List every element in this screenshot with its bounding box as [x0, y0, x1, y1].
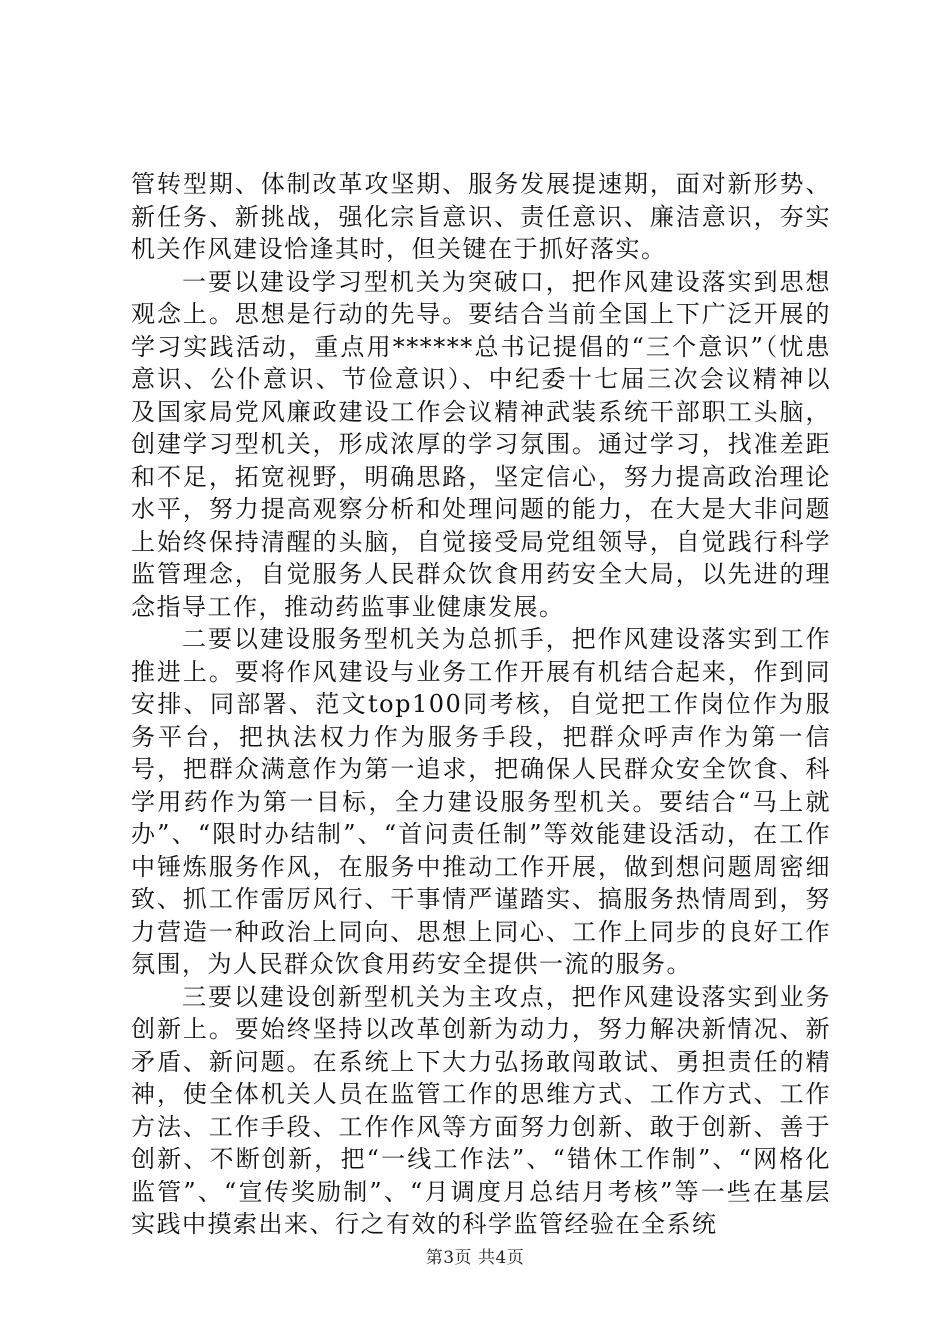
page-number-label: 第3页 共4页: [425, 1248, 525, 1268]
paragraph-continuation: 管转型期、体制改革攻坚期、服务发展提速期，面对新形势、新任务、新挑战，强化宗旨意识、责任意识、廉洁意识，夯实机关作风建设恰逢其时，但关键在于抓好落实。: [131, 170, 831, 263]
paragraph-innovation-organization: 三要以建设创新型机关为主攻点，把作风建设落实到业务创新上。要始终坚持以改革创新为动力，努力解决新情况、新矛盾、新问题。在系统上下大力弘扬敢闯敢试、勇担责任的精神，使全体机关人员在监管工作的思维方式、工作方式、工作方法、工作手段、工作作风等方面努力创新、敢于创新、善于创新、不断创新，把“一线工作法”、“错休工作制”、“网格化监管”、“宣传奖励制”、“月调度月总结月考核”等一些在基层实践中摸索出来、行之有效的科学监管经验在全系统: [131, 982, 831, 1238]
paragraph-service-organization: 二要以建设服务型机关为总抓手，把作风建设落实到工作推进上。要将作风建设与业务工作开展有机结合起来，作到同安排、同部署、范文top100同考核，自觉把工作岗位作为服务平台，把执法权力作为服务手段，把群众呼声作为第一信号，把群众满意作为第一追求，把确保人民群众安全饮食、科学用药作为第一目标，全力建设服务型机关。要结合“马上就办”、“限时办结制”、“首问责任制”等效能建设活动，在工作中锤炼服务作风，在服务中推动工作开展，做到想问题周密细致、抓工作雷厉风行、干事情严谨踏实、搞服务热情周到，努力营造一种政治上同向、思想上同心、工作上同步的良好工作氛围，为人民群众饮食用药安全提供一流的服务。: [131, 625, 831, 978]
document-body: [131, 168, 831, 1241]
page-footer: [0, 1247, 950, 1269]
paragraph-learning-organization: 一要以建设学习型机关为突破口，把作风建设落实到思想观念上。思想是行动的先导。要结合当前全国上下广泛开展的学习实践活动，重点用******总书记提倡的“三个意识”（忧患意识、公仆意识、节俭意识）、中纪委十七届三次会议精神以及国家局党风廉政建设工作会议精神武装系统干部职工头脑，创建学习型机关，形成浓厚的学习氛围。通过学习，找准差距和不足，拓宽视野，明确思路，坚定信心，努力提高政治理论水平，努力提高观察分析和处理问题的能力，在大是大非问题上始终保持清醒的头脑，自觉接受局党组领导，自觉践行科学监管理念，自觉服务人民群众饮食用药安全大局，以先进的理念指导工作，推动药监事业健康发展。: [131, 267, 831, 621]
